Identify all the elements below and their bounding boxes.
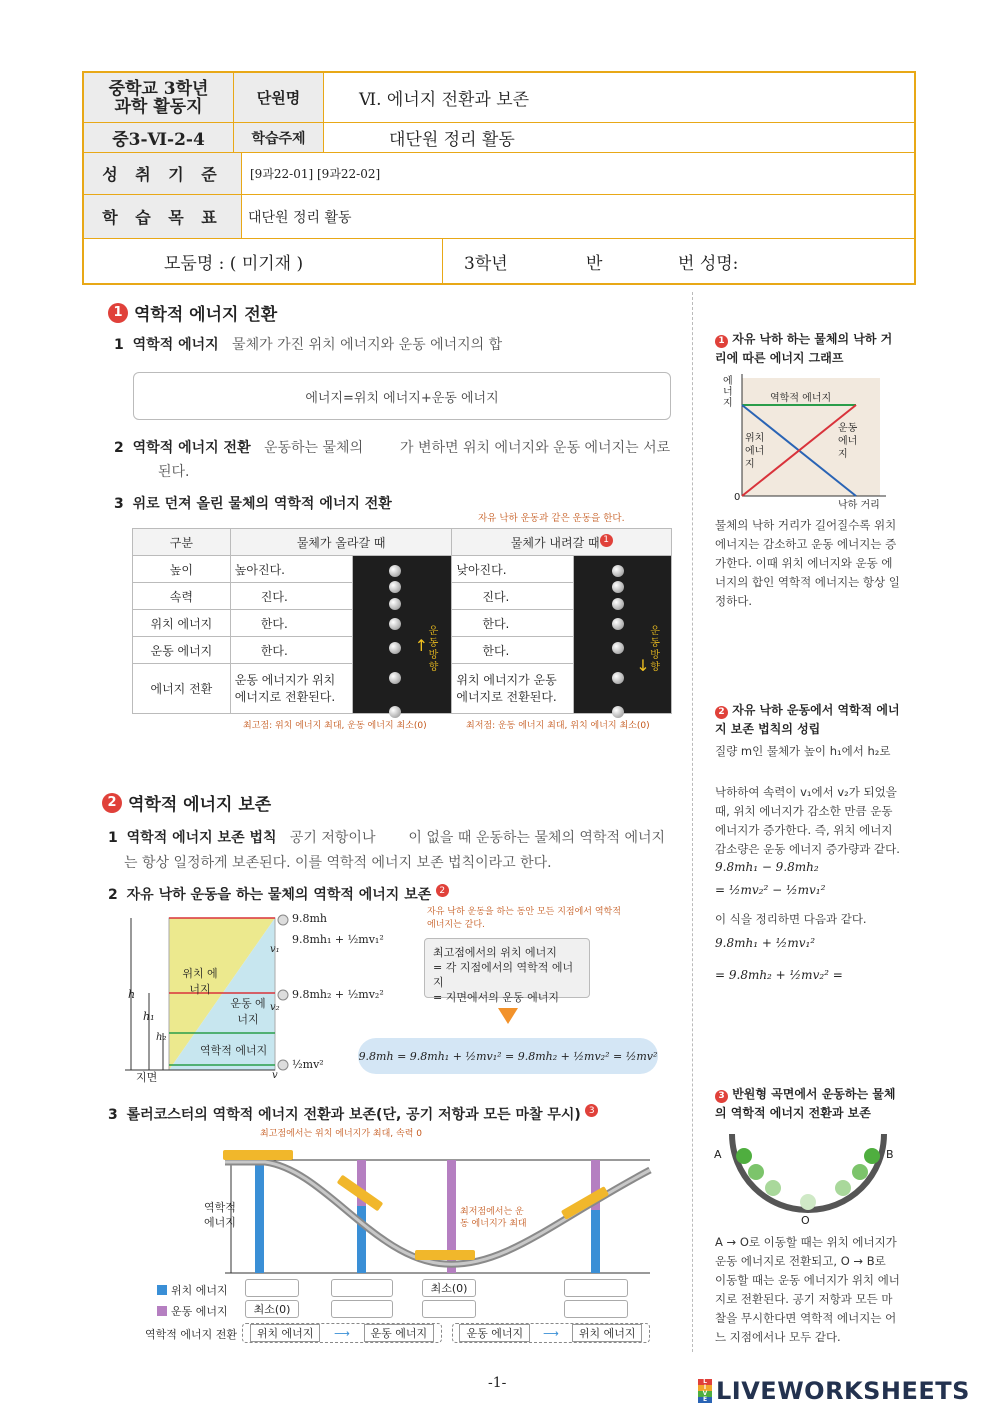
ball-icon (852, 1164, 868, 1180)
energy-bottom: ½mv² (292, 1058, 324, 1071)
course-title (84, 73, 234, 122)
arrow-down-icon (498, 1008, 518, 1024)
energy-top: 9.8mh (292, 912, 328, 925)
goal-label: 학 습 목 표 (84, 195, 242, 238)
header-row-4 (84, 195, 914, 239)
side-note3-text: A → O로 이동할 때는 위치 에너지가 운동 에너지로 전환되고, O → B로 이동할 때는 운동 에너지가 위치 에너지로 전환된다. 공기 저항과 모든 마찰을 무시한다면 역학적 에너지는 어느 지점에서나 모두 같다. (715, 1235, 900, 1344)
row-label-2: 위치 에너지 (133, 610, 231, 637)
s1-item1 (114, 334, 502, 354)
section2-title: 역학적 에너지 보존 (128, 795, 272, 815)
box-line-3: = 지면에서의 운동 에너지 (433, 991, 559, 1004)
conversion-1-to: 운동 에너지 (364, 1324, 435, 1342)
ball-icon (389, 642, 401, 654)
graph-zero: 0 (734, 492, 741, 503)
side-note2-title (715, 701, 900, 739)
ball-icon (612, 565, 624, 577)
graph-pe-label: 위치 에너지 (745, 433, 765, 470)
side-note2-marker: 2 (715, 706, 728, 719)
side-note1-title (715, 330, 900, 368)
answer-box-pe-3: 최소(0) (422, 1279, 476, 1297)
ball-icon (389, 565, 401, 577)
ball-icon (278, 915, 288, 925)
course-line-1: 중학교 3학년 (108, 78, 209, 99)
h1-label: h₁ (143, 1010, 155, 1023)
page-number: -1- (488, 1375, 507, 1391)
cell-down-3: 한다. (452, 637, 574, 664)
s1-item3 (114, 493, 392, 513)
header-row-5 (84, 239, 914, 283)
s1-item1-term: 역학적 에너지 (132, 337, 219, 353)
topic-value: 대단원 정리 활동 (389, 130, 515, 150)
header-row-3 (84, 153, 914, 195)
answer-box-pe-2[interactable] (331, 1279, 393, 1297)
answer-box-ke-4[interactable] (564, 1300, 628, 1318)
pe-bar-4 (591, 1210, 600, 1273)
note-marker-3: 3 (585, 1104, 598, 1117)
cell-down-0: 낮아진다. (452, 556, 574, 583)
footnote-up: 최고점: 위치 에너지 최대, 운동 에너지 최소(0) (243, 721, 427, 731)
side-note1-marker: 1 (715, 335, 728, 348)
section1-title: 역학적 에너지 전환 (134, 305, 278, 325)
s2-item2-num: 2 (108, 887, 118, 903)
answer-box-ke-3[interactable] (422, 1300, 476, 1318)
section2-heading (102, 790, 271, 815)
goal-value: 대단원 정리 활동 (248, 209, 352, 226)
point-a: A (714, 1148, 722, 1161)
legend-ke-text: 운동 에너지 (171, 1305, 228, 1318)
ball-icon (389, 618, 401, 630)
conservation-box (424, 938, 590, 1004)
s1-item2-desc-b: 가 변하면 위치 에너지와 운동 에너지는 서로 (400, 440, 671, 456)
unit-label: 단원명 (234, 73, 324, 122)
col-header-up: 물체가 올라갈 때 (230, 529, 452, 556)
energy-table (132, 528, 672, 716)
side-note1-title-text: 자유 낙하 하는 물체의 낙하 거리에 따른 에너지 그래프 (715, 332, 893, 365)
pe-label: 위치 에너지 (182, 967, 218, 996)
unit-value: Ⅵ. 에너지 전환과 보존 (359, 90, 530, 110)
ball-icon (612, 618, 624, 630)
arrow-down-icon: ↓ (636, 656, 650, 675)
cell-down-4: 위치 에너지가 운동 에너지로 전환된다. (452, 664, 574, 714)
s1-item2-desc-c: 된다. (158, 464, 190, 480)
divider (442, 239, 443, 283)
topic-label: 학습주제 (234, 123, 324, 152)
s2-item2-title: 자유 낙하 운동을 하는 물체의 역학적 에너지 보존 (126, 887, 432, 903)
coaster-track-inner (225, 1162, 650, 1264)
coaster-car (561, 1186, 609, 1220)
answer-box-ke-2[interactable] (331, 1300, 393, 1318)
footnote-down: 최저점: 운동 에너지 최대, 위치 에너지 최소(0) (466, 721, 650, 731)
ball-icon (612, 581, 624, 593)
section2-number: 2 (102, 793, 122, 813)
side-note2-title-text: 자유 낙하 운동에서 역학적 에너지 보존 법칙의 성립 (715, 703, 900, 736)
s2-item2 (108, 884, 449, 904)
legend-pe-text: 위치 에너지 (171, 1284, 228, 1297)
ball-icon (389, 598, 401, 610)
arrow-right-icon: ⟶ (334, 1326, 350, 1340)
energy-formula-box: 에너지=위치 에너지+운동 에너지 (133, 372, 671, 420)
side-eq1: 9.8mh₁ − 9.8mh₂ (715, 860, 819, 874)
grade-label: 3학년 (464, 253, 508, 274)
table-note: 자유 낙하 운동과 같은 운동을 한다. (478, 513, 625, 524)
side-eq2: = ½mv₂² − ½mv₁² (715, 883, 826, 897)
brand-text: LIVEWORKSHEETS (716, 1377, 970, 1405)
ball-icon (612, 672, 624, 684)
header-row-1 (84, 73, 914, 123)
ball-icon (389, 581, 401, 593)
table-grid (132, 528, 672, 714)
col-header-0: 구분 (133, 529, 231, 556)
pe-bar-1 (255, 1162, 264, 1273)
arrow-up-icon: ↑ (414, 636, 429, 655)
side-note2-text3: 이 식을 정리하면 다음과 같다. (715, 912, 867, 926)
conversion-2 (452, 1323, 650, 1343)
note-marker-1: 1 (600, 534, 613, 547)
standard-value: [9과22-01] [9과22-02] (250, 167, 381, 181)
section1-heading (108, 300, 277, 325)
cell-up-1: 진다. (230, 583, 352, 610)
conversion-2-to: 위치 에너지 (572, 1324, 643, 1342)
side-note2-text2: 낙하하여 속력이 v₁에서 v₂가 되었을 때, 위치 에너지가 감소한 만큼 운동 에너지가 증가한다. 즉, 위치 에너지 감소량은 운동 에너지 증가량과 같다. (715, 785, 900, 856)
course-line-2: 과학 활동지 (114, 96, 203, 117)
ball-icon (736, 1148, 752, 1164)
col-header-down (452, 529, 672, 556)
conversion-2-from: 운동 에너지 (459, 1324, 530, 1342)
s1-item1-num: 1 (114, 337, 124, 353)
side-note2-text1: 질량 m인 물체가 높이 h₁에서 h₂로 (715, 744, 891, 758)
graph-x-label: 낙하 거리 (838, 500, 880, 511)
legend-pe (157, 1282, 228, 1298)
brand-logo[interactable] (698, 1377, 970, 1405)
direction-label-down: 운동 방향 (650, 626, 660, 673)
v1-label: v₁ (270, 944, 280, 955)
v2-label: v₂ (270, 1002, 280, 1013)
header-table (82, 71, 916, 285)
cell-up-0: 높아진다. (230, 556, 352, 583)
side-eq3: 9.8mh₁ + ½mv₁² (715, 936, 816, 950)
direction-label-up: 운동 방향 (428, 626, 439, 673)
cell-down-2: 한다. (452, 610, 574, 637)
ke-label: 운동 에너지 (230, 997, 266, 1026)
graph-ke-label: 운동 에너지 (838, 423, 858, 460)
point-b: B (886, 1148, 894, 1161)
legend-ke (157, 1303, 228, 1319)
h-label: h (128, 988, 136, 1001)
coaster-track (225, 1162, 650, 1264)
s1-item2-desc-a: 운동하는 물체의 (263, 440, 364, 456)
ball-photo-up (352, 556, 452, 714)
h2-label: h₂ (156, 1032, 167, 1043)
energy-1: 9.8mh₁ + ½mv₁² (292, 933, 384, 946)
s1-item2-term: 역학적 에너지 전환 (132, 440, 251, 456)
conversion-1-from: 위치 에너지 (250, 1324, 321, 1342)
ball-icon (835, 1180, 851, 1196)
diagram-note: 자유 낙하 운동을 하는 동안 모든 지점에서 역학적 에너지는 같다. (427, 907, 621, 930)
course-code: 중3-Ⅵ-2-4 (84, 123, 234, 152)
cell-up-4: 운동 에너지가 위치 에너지로 전환된다. (230, 664, 352, 714)
ball-icon (389, 706, 401, 718)
section1-number: 1 (108, 303, 128, 323)
row-label-3: 운동 에너지 (133, 637, 231, 664)
s1-item3-title: 위로 던져 올린 물체의 역학적 에너지 전환 (132, 496, 392, 512)
ball-icon (765, 1180, 781, 1196)
roller-coaster-diagram (205, 1140, 665, 1280)
coaster-bottom-note: 최저점에서는 운동 에너지가 최대 (460, 1207, 527, 1229)
coaster-top-note: 최고점에서는 위치 에너지가 최대, 속력 0 (260, 1129, 422, 1139)
arrow-right-icon: ⟶ (543, 1326, 559, 1340)
ball-icon (612, 598, 624, 610)
ground-label: 지면 (136, 1071, 158, 1084)
box-line-1: 최고점에서의 위치 에너지 (433, 946, 557, 959)
v-label: v (272, 1070, 278, 1081)
s2-item1-term: 역학적 에너지 보존 법칙 (126, 830, 277, 846)
s2-item1-b: 이 없을 때 운동하는 물체의 역학적 에너지 (408, 830, 666, 846)
answer-box-pe-1[interactable] (245, 1279, 299, 1297)
col-header-down-text: 물체가 내려갈 때 (510, 535, 600, 550)
s2-item3 (108, 1104, 598, 1124)
ball-icon (278, 1060, 288, 1070)
answer-box-ke-1: 최소(0) (245, 1300, 299, 1318)
cell-up-2: 한다. (230, 610, 352, 637)
s2-item3-num: 3 (108, 1107, 118, 1123)
s2-item3-title: 롤러코스터의 역학적 에너지 전환과 보존(단, 공기 저항과 모든 마찰 무시) (126, 1107, 581, 1123)
s1-item3-num: 3 (114, 496, 124, 512)
ke-swatch (157, 1306, 167, 1316)
ball-icon (800, 1194, 816, 1210)
graph-me-label: 역학적 에너지 (770, 393, 832, 404)
pe-swatch (157, 1285, 167, 1295)
coaster-me-label: 역학적 에너지 (204, 1201, 236, 1229)
answer-box-pe-4[interactable] (564, 1279, 628, 1297)
s2-item1-num: 1 (108, 830, 118, 846)
coaster-car (415, 1250, 475, 1260)
box-line-2: = 각 지점에서의 역학적 에너지 (433, 961, 574, 989)
ball-icon (278, 990, 288, 1000)
conversion-row-label: 역학적 에너지 전환 (145, 1328, 238, 1341)
s2-item1 (108, 826, 688, 876)
side-eq4: = 9.8mh₂ + ½mv₂² = (715, 968, 843, 982)
side-note1-text: 물체의 낙하 거리가 길어질수록 위치 에너지는 감소하고 운동 에너지는 증가한다. 이때 위치 에너지와 운동 에너지의 합인 역학적 에너지는 항상 일정하다. (715, 518, 900, 608)
column-divider (692, 292, 693, 1352)
ball-icon (612, 642, 624, 654)
cell-down-1: 진다. (452, 583, 574, 610)
coaster-car (223, 1150, 293, 1160)
semicircle-diagram (718, 1128, 898, 1218)
ball-icon (748, 1164, 764, 1180)
class-label: 반 (586, 253, 603, 274)
conversion-1 (242, 1323, 442, 1343)
group-label: 모둠명 : ( 미기재 ) (164, 253, 304, 274)
row-label-1: 속력 (133, 583, 231, 610)
number-name-label: 번 성명: (678, 253, 739, 274)
side-note3-title-text: 반원형 곡면에서 운동하는 물체의 역학적 에너지 전환과 보존 (715, 1087, 896, 1120)
ball-icon (864, 1148, 880, 1164)
s2-item1-a: 공기 저항이나 (289, 830, 376, 846)
side-note3-title (715, 1085, 900, 1123)
ball-photo-down (574, 556, 672, 714)
row-label-4: 에너지 전환 (133, 664, 231, 714)
note-marker-2: 2 (436, 884, 449, 897)
standard-label: 성 취 기 준 (84, 153, 242, 194)
ball-icon (612, 706, 624, 718)
s1-item1-desc: 물체가 가진 위치 에너지와 운동 에너지의 합 (232, 337, 503, 353)
ball-icon (389, 672, 401, 684)
me-label: 역학적 에너지 (200, 1044, 268, 1057)
side-note3-marker: 3 (715, 1090, 728, 1103)
s1-item2 (114, 436, 684, 484)
row-label-0: 높이 (133, 556, 231, 583)
cell-up-3: 한다. (230, 637, 352, 664)
energy-2: 9.8mh₂ + ½mv₂² (292, 988, 384, 1001)
s2-item1-c: 는 항상 일정하게 보존된다. 이를 역학적 에너지 보존 법칙이라고 한다. (124, 855, 552, 871)
conservation-equation: 9.8mh = 9.8mh₁ + ½mv₁² = 9.8mh₂ + ½mv₂² = ½mv² (358, 1038, 658, 1074)
logo-icon: L I V E (698, 1379, 712, 1403)
point-o: O (801, 1214, 810, 1227)
graph-y-label: 에너지 (723, 376, 733, 409)
s1-item2-num: 2 (114, 440, 124, 456)
header-row-2 (84, 123, 914, 153)
